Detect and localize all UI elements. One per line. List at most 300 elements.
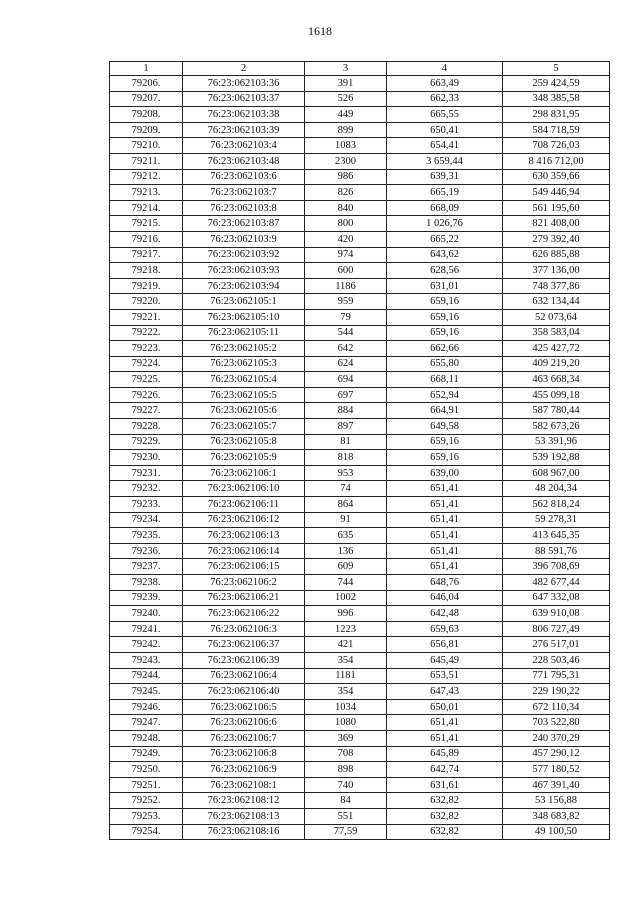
price-per-unit-cell: 668,11	[387, 372, 503, 388]
price-per-unit-cell: 668,09	[387, 200, 503, 216]
cadastral-number-cell: 76:23:062106:39	[183, 652, 305, 668]
price-per-unit-cell: 662,33	[387, 91, 503, 107]
price-per-unit-cell: 659,63	[387, 621, 503, 637]
cadastral-value-cell: 377 136,00	[503, 263, 610, 279]
cadastral-value-cell: 48 204,34	[503, 481, 610, 497]
column-header: 1	[110, 62, 183, 76]
row-number-cell: 79214.	[110, 200, 183, 216]
cadastral-number-cell: 76:23:062103:39	[183, 122, 305, 138]
cadastral-number-cell: 76:23:062105:3	[183, 356, 305, 372]
cadastral-number-cell: 76:23:062103:48	[183, 153, 305, 169]
area-cell: 1181	[305, 668, 387, 684]
cadastral-number-cell: 76:23:062108:12	[183, 793, 305, 809]
area-cell: 526	[305, 91, 387, 107]
cadastral-value-cell: 463 668,34	[503, 372, 610, 388]
cadastral-number-cell: 76:23:062108:1	[183, 777, 305, 793]
area-cell: 818	[305, 450, 387, 466]
cadastral-value-cell: 482 677,44	[503, 575, 610, 591]
area-cell: 898	[305, 762, 387, 778]
price-per-unit-cell: 662,66	[387, 341, 503, 357]
row-number-cell: 79253.	[110, 808, 183, 824]
price-per-unit-cell: 642,48	[387, 606, 503, 622]
page-number: 1618	[308, 24, 332, 38]
cadastral-value-cell: 647 332,08	[503, 590, 610, 606]
price-per-unit-cell: 653,51	[387, 668, 503, 684]
cadastral-value-cell: 52 073,64	[503, 309, 610, 325]
row-number-cell: 79207.	[110, 91, 183, 107]
row-number-cell: 79212.	[110, 169, 183, 185]
area-cell: 959	[305, 294, 387, 310]
table-row	[110, 715, 610, 731]
cadastral-value-cell: 821 408,00	[503, 216, 610, 232]
table-row	[110, 746, 610, 762]
cadastral-value-cell: 348 683,82	[503, 808, 610, 824]
area-cell: 79	[305, 309, 387, 325]
price-per-unit-cell: 659,16	[387, 450, 503, 466]
cadastral-value-cell: 348 385,58	[503, 91, 610, 107]
area-cell: 420	[305, 231, 387, 247]
table-row	[110, 824, 610, 840]
row-number-cell: 79231.	[110, 465, 183, 481]
table-row	[110, 231, 610, 247]
table-row	[110, 730, 610, 746]
cadastral-number-cell: 76:23:062103:38	[183, 107, 305, 123]
cadastral-value-cell: 708 726,03	[503, 138, 610, 154]
cadastral-number-cell: 76:23:062105:7	[183, 419, 305, 435]
cadastral-number-cell: 76:23:062106:14	[183, 543, 305, 559]
price-per-unit-cell: 639,31	[387, 169, 503, 185]
table-row	[110, 153, 610, 169]
cadastral-value-cell: 630 359,66	[503, 169, 610, 185]
table-row	[110, 793, 610, 809]
row-number-cell: 79236.	[110, 543, 183, 559]
price-per-unit-cell: 651,41	[387, 497, 503, 513]
price-per-unit-cell: 645,89	[387, 746, 503, 762]
row-number-cell: 79228.	[110, 419, 183, 435]
table-row	[110, 621, 610, 637]
cadastral-number-cell: 76:23:062106:15	[183, 559, 305, 575]
price-per-unit-cell: 659,16	[387, 325, 503, 341]
row-number-cell: 79215.	[110, 216, 183, 232]
table-row	[110, 387, 610, 403]
cadastral-number-cell: 76:23:062106:3	[183, 621, 305, 637]
area-cell: 986	[305, 169, 387, 185]
price-per-unit-cell: 659,16	[387, 309, 503, 325]
table-row	[110, 512, 610, 528]
row-number-cell: 79249.	[110, 746, 183, 762]
cadastral-value-cell: 748 377,86	[503, 278, 610, 294]
price-per-unit-cell: 631,61	[387, 777, 503, 793]
row-number-cell: 79216.	[110, 231, 183, 247]
table-row	[110, 684, 610, 700]
price-per-unit-cell: 632,82	[387, 793, 503, 809]
price-per-unit-cell: 650,01	[387, 699, 503, 715]
price-per-unit-cell: 3 659,44	[387, 153, 503, 169]
row-number-cell: 79230.	[110, 450, 183, 466]
table-row	[110, 403, 610, 419]
price-per-unit-cell: 665,55	[387, 107, 503, 123]
row-number-cell: 79219.	[110, 278, 183, 294]
cadastral-number-cell: 76:23:062105:6	[183, 403, 305, 419]
row-number-cell: 79241.	[110, 621, 183, 637]
cadastral-value-cell: 259 424,59	[503, 76, 610, 92]
row-number-cell: 79206.	[110, 76, 183, 92]
row-number-cell: 79254.	[110, 824, 183, 840]
area-cell: 840	[305, 200, 387, 216]
cadastral-number-cell: 76:23:062108:13	[183, 808, 305, 824]
cadastral-value-cell: 584 718,59	[503, 122, 610, 138]
cadastral-number-cell: 76:23:062106:37	[183, 637, 305, 653]
row-number-cell: 79208.	[110, 107, 183, 123]
cadastral-value-cell: 577 180,52	[503, 762, 610, 778]
cadastral-value-cell: 409 219,20	[503, 356, 610, 372]
table-row	[110, 637, 610, 653]
table-row	[110, 372, 610, 388]
row-number-cell: 79248.	[110, 730, 183, 746]
table-row	[110, 356, 610, 372]
area-cell: 642	[305, 341, 387, 357]
price-per-unit-cell: 655,80	[387, 356, 503, 372]
row-number-cell: 79246.	[110, 699, 183, 715]
area-cell: 996	[305, 606, 387, 622]
cadastral-value-cell: 413 645,35	[503, 528, 610, 544]
cadastral-value-cell: 53 391,96	[503, 434, 610, 450]
row-number-cell: 79221.	[110, 309, 183, 325]
row-number-cell: 79225.	[110, 372, 183, 388]
cadastral-value-cell: 639 910,08	[503, 606, 610, 622]
cadastral-number-cell: 76:23:062105:10	[183, 309, 305, 325]
cadastral-number-cell: 76:23:062106:22	[183, 606, 305, 622]
row-number-cell: 79222.	[110, 325, 183, 341]
row-number-cell: 79247.	[110, 715, 183, 731]
price-per-unit-cell: 649,58	[387, 419, 503, 435]
area-cell: 1186	[305, 278, 387, 294]
price-per-unit-cell: 645,49	[387, 652, 503, 668]
cadastral-value-cell: 229 190,22	[503, 684, 610, 700]
table-row	[110, 699, 610, 715]
cadastral-value-cell: 358 583,04	[503, 325, 610, 341]
price-per-unit-cell: 651,41	[387, 730, 503, 746]
cadastral-value-cell: 539 192,88	[503, 450, 610, 466]
area-cell: 77,59	[305, 824, 387, 840]
price-per-unit-cell: 651,41	[387, 481, 503, 497]
area-cell: 1080	[305, 715, 387, 731]
area-cell: 136	[305, 543, 387, 559]
cadastral-number-cell: 76:23:062105:11	[183, 325, 305, 341]
price-per-unit-cell: 632,82	[387, 808, 503, 824]
price-per-unit-cell: 632,82	[387, 824, 503, 840]
row-number-cell: 79218.	[110, 263, 183, 279]
area-cell: 974	[305, 247, 387, 263]
column-header: 3	[305, 62, 387, 76]
cadastral-value-cell: 771 795,31	[503, 668, 610, 684]
price-per-unit-cell: 646,04	[387, 590, 503, 606]
cadastral-value-cell: 608 967,00	[503, 465, 610, 481]
row-number-cell: 79220.	[110, 294, 183, 310]
column-header: 2	[183, 62, 305, 76]
price-per-unit-cell: 663,49	[387, 76, 503, 92]
table-body	[110, 62, 610, 840]
area-cell: 864	[305, 497, 387, 513]
row-number-cell: 79238.	[110, 575, 183, 591]
table-row	[110, 481, 610, 497]
cadastral-value-cell: 467 391,40	[503, 777, 610, 793]
area-cell: 740	[305, 777, 387, 793]
cadastral-number-cell: 76:23:062103:6	[183, 169, 305, 185]
price-per-unit-cell: 665,19	[387, 185, 503, 201]
price-per-unit-cell: 659,16	[387, 434, 503, 450]
price-per-unit-cell: 639,00	[387, 465, 503, 481]
cadastral-number-cell: 76:23:062106:13	[183, 528, 305, 544]
table-row	[110, 325, 610, 341]
area-cell: 899	[305, 122, 387, 138]
row-number-cell: 79240.	[110, 606, 183, 622]
row-number-cell: 79237.	[110, 559, 183, 575]
row-number-cell: 79244.	[110, 668, 183, 684]
cadastral-value-cell: 587 780,44	[503, 403, 610, 419]
cadastral-number-cell: 76:23:062105:5	[183, 387, 305, 403]
cadastral-value-cell: 455 099,18	[503, 387, 610, 403]
area-cell: 354	[305, 684, 387, 700]
area-cell: 2300	[305, 153, 387, 169]
cadastral-value-cell: 396 708,69	[503, 559, 610, 575]
price-per-unit-cell: 651,41	[387, 543, 503, 559]
area-cell: 449	[305, 107, 387, 123]
price-per-unit-cell: 652,94	[387, 387, 503, 403]
area-cell: 953	[305, 465, 387, 481]
price-per-unit-cell: 651,41	[387, 559, 503, 575]
area-cell: 74	[305, 481, 387, 497]
cadastral-value-cell: 672 110,34	[503, 699, 610, 715]
row-number-cell: 79229.	[110, 434, 183, 450]
price-per-unit-cell: 628,56	[387, 263, 503, 279]
area-cell: 1083	[305, 138, 387, 154]
row-number-cell: 79210.	[110, 138, 183, 154]
table-row	[110, 138, 610, 154]
row-number-cell: 79245.	[110, 684, 183, 700]
area-cell: 826	[305, 185, 387, 201]
price-per-unit-cell: 651,41	[387, 715, 503, 731]
cadastral-number-cell: 76:23:062106:1	[183, 465, 305, 481]
cadastral-number-cell: 76:23:062106:6	[183, 715, 305, 731]
price-per-unit-cell: 664,91	[387, 403, 503, 419]
cadastral-value-cell: 562 818,24	[503, 497, 610, 513]
area-cell: 884	[305, 403, 387, 419]
table-row	[110, 122, 610, 138]
price-per-unit-cell: 650,41	[387, 122, 503, 138]
cadastral-value-cell: 626 885,88	[503, 247, 610, 263]
cadastral-number-cell: 76:23:062106:9	[183, 762, 305, 778]
cadastral-number-cell: 76:23:062106:11	[183, 497, 305, 513]
area-cell: 544	[305, 325, 387, 341]
table-header-row	[110, 62, 610, 76]
cadastral-value-cell: 806 727,49	[503, 621, 610, 637]
area-cell: 84	[305, 793, 387, 809]
column-header: 4	[387, 62, 503, 76]
area-cell: 421	[305, 637, 387, 653]
column-header: 5	[503, 62, 610, 76]
area-cell: 694	[305, 372, 387, 388]
cadastral-value-cell: 561 195,60	[503, 200, 610, 216]
cadastral-number-cell: 76:23:062103:94	[183, 278, 305, 294]
cadastral-number-cell: 76:23:062105:2	[183, 341, 305, 357]
table-row	[110, 294, 610, 310]
table-row	[110, 309, 610, 325]
row-number-cell: 79252.	[110, 793, 183, 809]
cadastral-number-cell: 76:23:062105:8	[183, 434, 305, 450]
cadastral-value-cell: 298 831,95	[503, 107, 610, 123]
table-row	[110, 762, 610, 778]
table-row	[110, 341, 610, 357]
price-per-unit-cell: 651,41	[387, 512, 503, 528]
area-cell: 609	[305, 559, 387, 575]
area-cell: 1223	[305, 621, 387, 637]
table-row	[110, 808, 610, 824]
table-row	[110, 559, 610, 575]
cadastral-value-cell: 457 290,12	[503, 746, 610, 762]
cadastral-number-cell: 76:23:062103:93	[183, 263, 305, 279]
price-per-unit-cell: 647,43	[387, 684, 503, 700]
cadastral-number-cell: 76:23:062106:10	[183, 481, 305, 497]
table-row	[110, 528, 610, 544]
cadastral-number-cell: 76:23:062103:36	[183, 76, 305, 92]
cadastral-value-cell: 88 591,76	[503, 543, 610, 559]
table-row	[110, 777, 610, 793]
cadastral-number-cell: 76:23:062105:4	[183, 372, 305, 388]
area-cell: 369	[305, 730, 387, 746]
table-row	[110, 543, 610, 559]
row-number-cell: 79224.	[110, 356, 183, 372]
cadastral-value-cell: 240 370,29	[503, 730, 610, 746]
cadastral-value-cell: 425 427,72	[503, 341, 610, 357]
row-number-cell: 79226.	[110, 387, 183, 403]
row-number-cell: 79233.	[110, 497, 183, 513]
table-row	[110, 263, 610, 279]
row-number-cell: 79251.	[110, 777, 183, 793]
price-per-unit-cell: 656,81	[387, 637, 503, 653]
area-cell: 800	[305, 216, 387, 232]
cadastral-number-cell: 76:23:062106:8	[183, 746, 305, 762]
table-row	[110, 652, 610, 668]
row-number-cell: 79242.	[110, 637, 183, 653]
cadastral-number-cell: 76:23:062103:9	[183, 231, 305, 247]
cadastral-value-cell: 582 673,26	[503, 419, 610, 435]
area-cell: 744	[305, 575, 387, 591]
cadastral-number-cell: 76:23:062106:12	[183, 512, 305, 528]
price-per-unit-cell: 648,76	[387, 575, 503, 591]
table-row	[110, 216, 610, 232]
cadastral-value-cell: 276 517,01	[503, 637, 610, 653]
area-cell: 600	[305, 263, 387, 279]
table-row	[110, 450, 610, 466]
cadastral-number-cell: 76:23:062103:87	[183, 216, 305, 232]
table-row	[110, 200, 610, 216]
cadastral-number-cell: 76:23:062105:1	[183, 294, 305, 310]
area-cell: 897	[305, 419, 387, 435]
cadastral-number-cell: 76:23:062105:9	[183, 450, 305, 466]
row-number-cell: 79243.	[110, 652, 183, 668]
price-per-unit-cell: 665,22	[387, 231, 503, 247]
table-row	[110, 465, 610, 481]
cadastral-value-cell: 49 100,50	[503, 824, 610, 840]
area-cell: 391	[305, 76, 387, 92]
cadastral-value-cell: 59 278,31	[503, 512, 610, 528]
cadastral-number-cell: 76:23:062103:37	[183, 91, 305, 107]
table-row	[110, 668, 610, 684]
price-per-unit-cell: 642,74	[387, 762, 503, 778]
cadastral-number-cell: 76:23:062106:2	[183, 575, 305, 591]
row-number-cell: 79211.	[110, 153, 183, 169]
cadastral-value-cell: 53 156,88	[503, 793, 610, 809]
row-number-cell: 79213.	[110, 185, 183, 201]
area-cell: 1034	[305, 699, 387, 715]
row-number-cell: 79217.	[110, 247, 183, 263]
cadastral-number-cell: 76:23:062103:8	[183, 200, 305, 216]
table-row	[110, 419, 610, 435]
row-number-cell: 79250.	[110, 762, 183, 778]
row-number-cell: 79227.	[110, 403, 183, 419]
data-table	[109, 61, 610, 840]
row-number-cell: 79239.	[110, 590, 183, 606]
price-per-unit-cell: 1 026,76	[387, 216, 503, 232]
cadastral-number-cell: 76:23:062103:4	[183, 138, 305, 154]
table-row	[110, 590, 610, 606]
cadastral-value-cell: 8 416 712,00	[503, 153, 610, 169]
area-cell: 635	[305, 528, 387, 544]
cadastral-number-cell: 76:23:062103:7	[183, 185, 305, 201]
table-row	[110, 575, 610, 591]
table-row	[110, 278, 610, 294]
cadastral-number-cell: 76:23:062106:4	[183, 668, 305, 684]
row-number-cell: 79209.	[110, 122, 183, 138]
area-cell: 91	[305, 512, 387, 528]
cadastral-number-cell: 76:23:062106:40	[183, 684, 305, 700]
cadastral-value-cell: 549 446,94	[503, 185, 610, 201]
price-per-unit-cell: 651,41	[387, 528, 503, 544]
cadastral-number-cell: 76:23:062106:7	[183, 730, 305, 746]
area-cell: 1002	[305, 590, 387, 606]
table-row	[110, 185, 610, 201]
row-number-cell: 79223.	[110, 341, 183, 357]
cadastral-number-cell: 76:23:062106:5	[183, 699, 305, 715]
area-cell: 697	[305, 387, 387, 403]
table-row	[110, 107, 610, 123]
cadastral-number-cell: 76:23:062108:16	[183, 824, 305, 840]
area-cell: 81	[305, 434, 387, 450]
table-row	[110, 169, 610, 185]
row-number-cell: 79232.	[110, 481, 183, 497]
price-per-unit-cell: 659,16	[387, 294, 503, 310]
price-per-unit-cell: 631,01	[387, 278, 503, 294]
table-row	[110, 434, 610, 450]
table-row	[110, 606, 610, 622]
table-row	[110, 247, 610, 263]
cadastral-number-cell: 76:23:062106:21	[183, 590, 305, 606]
table-row	[110, 497, 610, 513]
cadastral-value-cell: 703 522,80	[503, 715, 610, 731]
table-row	[110, 91, 610, 107]
area-cell: 354	[305, 652, 387, 668]
table-row	[110, 76, 610, 92]
area-cell: 551	[305, 808, 387, 824]
area-cell: 624	[305, 356, 387, 372]
cadastral-value-cell: 228 503,46	[503, 652, 610, 668]
area-cell: 708	[305, 746, 387, 762]
price-per-unit-cell: 643,62	[387, 247, 503, 263]
row-number-cell: 79234.	[110, 512, 183, 528]
cadastral-number-cell: 76:23:062103:92	[183, 247, 305, 263]
cadastral-value-cell: 632 134,44	[503, 294, 610, 310]
